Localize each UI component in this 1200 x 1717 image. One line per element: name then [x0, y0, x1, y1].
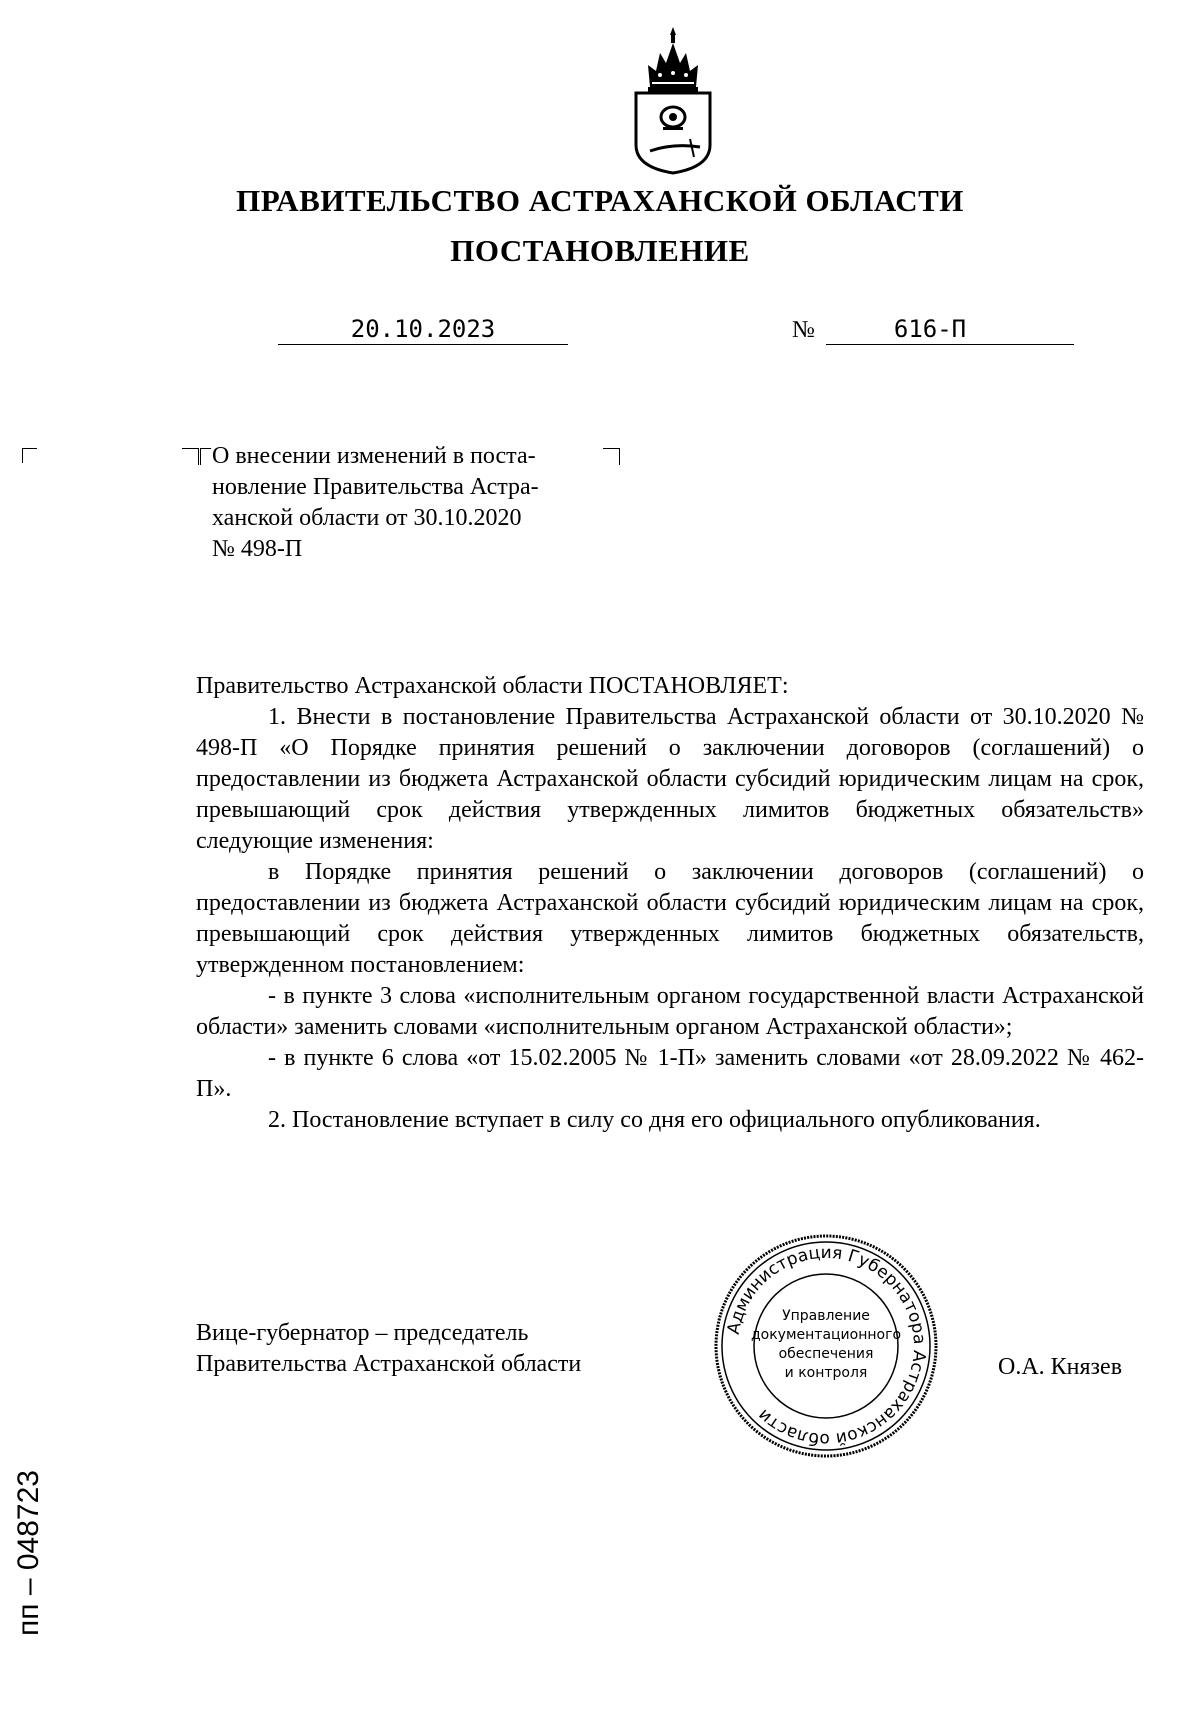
org-title: ПРАВИТЕЛЬСТВО АСТРАХАНСКОЙ ОБЛАСТИ	[236, 183, 964, 218]
number-sign: №	[792, 317, 815, 343]
document-body	[196, 671, 1144, 1136]
subject-line: новление Правительства Астра-	[212, 474, 539, 500]
signer-title-line: Правительства Астраханской области	[196, 1351, 582, 1377]
corner-mark-left	[22, 448, 37, 463]
body-paragraph: 1. Внести в постановление Правительства Астраханской области от 30.10.2020 № 498-П «О Порядке принятия решений о заключении договоров (соглашений) о предоставлении из бюджета Астраханской области субсидий юридическим лицам на срок, превышающий срок действия утвержденных лимитов бюджетных обязательств» следующие изменения:	[196, 704, 1144, 854]
body-paragraph: 2. Постановление вступает в силу со дня его официального опубликования.	[268, 1107, 1041, 1133]
subject-line: О внесении изменений в поста-	[212, 443, 536, 469]
signer-name: О.А. Князев	[998, 1354, 1123, 1380]
document-number: 616-П	[826, 314, 1074, 345]
stamp-ring-text: Администрация Губернатора Астраханской области	[723, 1242, 930, 1450]
body-paragraph: - в пункте 6 слова «от 15.02.2005 № 1-П» заменить словами «от 28.09.2022 № 462-П».	[196, 1045, 1144, 1102]
body-paragraph: в Порядке принятия решений о заключении договоров (соглашений) о предоставлении из бюджета Астраханской области субсидий юридическим лицам на срок, превышающий срок действия утвержденных лимитов бюджетных обязательств, утвержденном постановлением:	[196, 859, 1144, 978]
stamp-center-line: документационного	[750, 1327, 902, 1343]
document-date: 20.10.2023	[278, 314, 568, 345]
signer-title-line: Вице-губернатор – председатель	[196, 1320, 529, 1346]
body-preamble: Правительство Астраханской области ПОСТАНОВЛЯЕТ:	[196, 673, 789, 699]
body-paragraph: - в пункте 3 слова «исполнительным органом государственной власти Астраханской области» заменить словами «исполнительным органом Астраханской области»;	[196, 983, 1144, 1040]
coat-of-arms-emblem	[630, 25, 716, 175]
official-stamp	[712, 1232, 940, 1460]
signer-title	[196, 1318, 581, 1380]
registration-number	[6, 1370, 50, 1640]
corner-mark-subject-inner	[200, 448, 211, 465]
document-subject	[212, 441, 612, 565]
registration-number-text: пп – 048723	[12, 1470, 45, 1636]
stamp-center-line: Управление	[782, 1308, 870, 1324]
stamp-center-line: и контроля	[784, 1365, 868, 1381]
corner-mark-subject-left	[182, 448, 199, 465]
stamp-center-line: обеспечения	[778, 1346, 874, 1362]
doc-type-title: ПОСТАНОВЛЕНИЕ	[450, 233, 750, 268]
subject-line: № 498-П	[212, 536, 303, 562]
subject-line: ханской области от 30.10.2020	[212, 505, 522, 531]
